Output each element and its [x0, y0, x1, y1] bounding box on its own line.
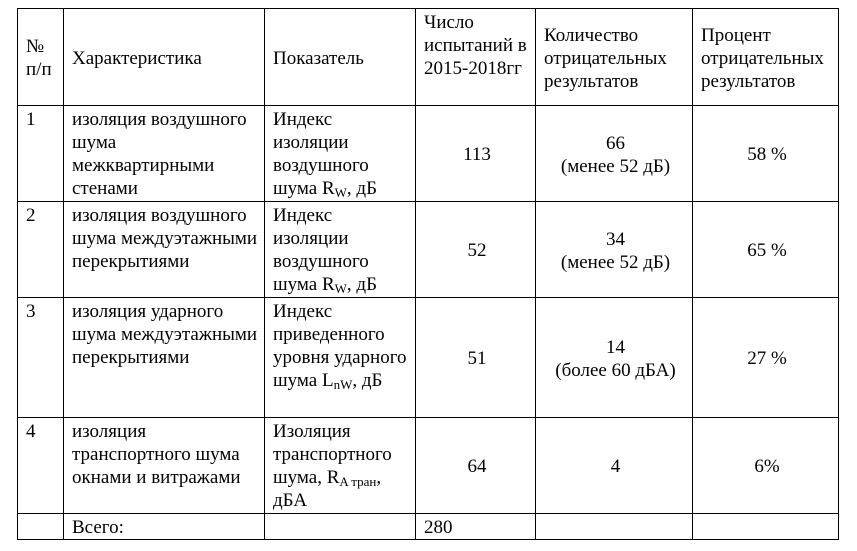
- total-label: Всего:: [64, 514, 265, 540]
- row-indicator: [265, 106, 416, 202]
- indicator-subscript: A тран: [339, 474, 377, 489]
- row-negative-percent: 65 %: [693, 202, 839, 298]
- row-characteristic: изоляция воздушного шума междуэтажными перекрытиями: [64, 202, 265, 298]
- test-results-table: [17, 8, 839, 540]
- indicator-unit: , дБА: [273, 467, 382, 511]
- header-tests: Число испытаний в 2015-2018гг: [416, 9, 536, 106]
- document-page: [17, 8, 839, 540]
- total-tests: 280: [416, 514, 536, 540]
- row-num: 4: [18, 418, 64, 514]
- row-negative-count: [536, 418, 693, 514]
- row-characteristic: изоляция транспортного шума окнами и витражами: [64, 418, 265, 514]
- row-negative-count: [536, 202, 693, 298]
- row-tests: 52: [416, 202, 536, 298]
- negative-count-value: 34: [606, 228, 625, 250]
- row-indicator: [265, 418, 416, 514]
- total-negative-percent: [693, 514, 839, 540]
- negative-count-note: (более 60 дБА): [555, 359, 676, 381]
- indicator-unit: , дБ: [352, 370, 383, 391]
- header-indicator: Показатель: [265, 9, 416, 106]
- negative-count-value: 14: [606, 336, 625, 358]
- header-characteristic: Характеристика: [64, 9, 265, 106]
- table-row: [18, 298, 839, 418]
- row-characteristic: изоляция воздушного шума межквартирными стенами: [64, 106, 265, 202]
- indicator-text: Изоляция транспортного шума, R: [273, 421, 392, 488]
- row-characteristic: изоляция ударного шума междуэтажными перекрытиями: [64, 298, 265, 418]
- row-num: 2: [18, 202, 64, 298]
- row-indicator: [265, 202, 416, 298]
- row-indicator: [265, 298, 416, 418]
- total-negative-count: [536, 514, 693, 540]
- negative-count-value: 66: [606, 132, 625, 154]
- header-num: № п/п: [18, 9, 64, 106]
- row-num: 1: [18, 106, 64, 202]
- table-header-row: [18, 9, 839, 106]
- indicator-subscript: W: [334, 185, 347, 200]
- indicator-text: Индекс изоляции воздушного шума R: [273, 109, 369, 199]
- indicator-unit: , дБ: [346, 178, 377, 199]
- row-tests: 51: [416, 298, 536, 418]
- row-negative-percent: 58 %: [693, 106, 839, 202]
- negative-count-note: (менее 52 дБ): [560, 251, 671, 273]
- total-indicator: [265, 514, 416, 540]
- table-row: [18, 106, 839, 202]
- row-num: 3: [18, 298, 64, 418]
- total-num: [18, 514, 64, 540]
- table-row: [18, 418, 839, 514]
- indicator-subscript: nW: [333, 377, 353, 392]
- row-negative-count: [536, 106, 693, 202]
- negative-count-value: 4: [610, 456, 621, 477]
- row-tests: 113: [416, 106, 536, 202]
- indicator-unit: , дБ: [346, 274, 377, 295]
- row-negative-percent: 6%: [693, 418, 839, 514]
- row-negative-percent: 27 %: [693, 298, 839, 418]
- row-negative-count: [536, 298, 693, 418]
- indicator-text: Индекс изоляции воздушного шума R: [273, 205, 369, 295]
- table-row: [18, 202, 839, 298]
- header-negative-percent: Процент отрицательных результатов: [693, 9, 839, 106]
- row-tests: 64: [416, 418, 536, 514]
- indicator-subscript: W: [334, 281, 347, 296]
- header-negative-count: Количество отрицательных результатов: [536, 9, 693, 106]
- indicator-text: Индекс приведенного уровня ударного шума L: [273, 301, 407, 391]
- negative-count-note: (менее 52 дБ): [560, 155, 671, 177]
- table-total-row: [18, 514, 839, 540]
